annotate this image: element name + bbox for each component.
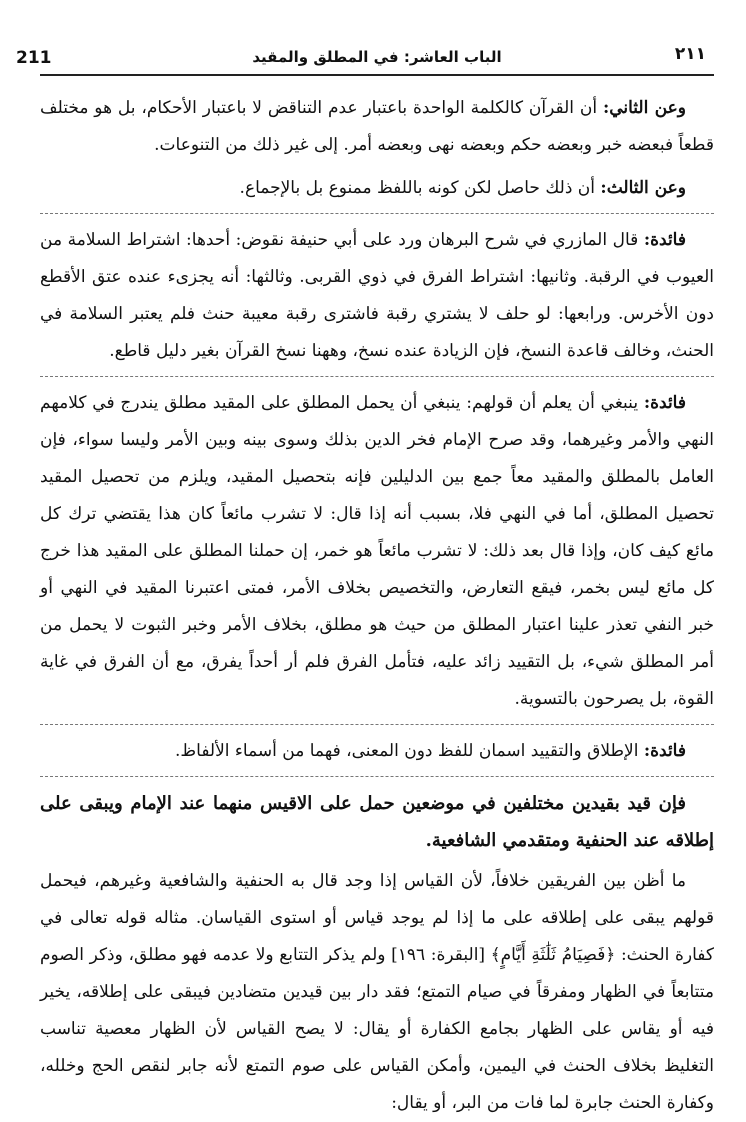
separator [40,776,714,777]
paragraph [40,90,714,164]
paragraph-lead: فائدة: [643,741,686,761]
paragraph [40,222,714,370]
paragraph: ما أظن بين الفريقين خلافاً، لأن القياس إذا وجد قال به الحنفية والشافعية وغيرهم، فيحمل قولهم يبقى على إطلاقه على ما إذا لم يوجد قياس أو استوى القياسان. مثاله قوله تعالى في كفارة الحنث: ﴿فَصِيَامُ ثَلَٰثَةِ أَيَّامٍ﴾ [البقرة: ١٩٦] ولم يذكر التتابع ولا عدمه فهو مطلق، وذكر الصوم متتابعاً في الظهار ومفرقاً في صيام التمتع؛ فقد دار بين قيدين متضادين فيبقى على إطلاقه، يخير فيه أو يقاس على الظهار بجامع الكفارة أو يقال: لا يصح القياس لأن الظهار معصية تناسب التغليظ بخلاف الحنث في اليمين، وأمكن القياس على صوم التمتع لأنه جابر لنقص الحج وخلله، وكفارة الحنث جابرة لما فات من البر، أو يقال: [40,871,714,1113]
paragraph [40,385,714,718]
paragraph-text: ينبغي أن يعلم أن قولهم: ينبغي أن يحمل المطلق على المقيد مطلق يندرج في كلامهم النهي والأمر وغيرهما، وقد صرح الإمام فخر الدين بذلك وسوى بينه وبين الأمر وليسا سواء، فإن العامل بالمطلق والمقيد معاً جمع بين الدليلين فإنه بتحصيل المقيد، ويلزم من تحصيل المقيد تحصيل المطلق، أما في النهي فلا، بسبب أنه إذا قال: لا تشرب مائعاً كان هذا يقتضي ترك كل مائع كيف كان، وإذا قال بعد ذلك: لا تشرب مائعاً هو خمر، إن حملنا المطلق على المقيد هذا خرج كل مائع ليس بخمر، فيقع التعارض، والتخصيص بخلاف الأمر، فمتى اعتبرنا المقيد في النهي أو خبر النفي تعذر علينا اعتبار المطلق من حيث هو مطلق، بخلاف الأمر وخبر الثبوت لا يحمل من أمر المطلق شيء، بل التقييد زائد عليه، فتأمل الفرق فلم أر أحداً يفرق، مع أن الفرق في غاية القوة، بل يصرحون بالتسوية. [40,393,714,709]
paragraph [40,170,714,207]
page-number: 211 [16,48,52,68]
paragraph-lead: فائدة: [643,230,686,250]
page-number-arabic: ٢١١ [674,44,706,64]
paragraph-text: الإطلاق والتقييد اسمان للفظ دون المعنى، فهما من أسماء الألفاظ. [175,741,644,761]
paragraph-text: أن ذلك حاصل لكن كونه باللفظ ممنوع بل بالإجماع. [239,178,601,198]
page-body [40,76,714,1122]
separator [40,376,714,377]
section-heading: فإن قيد بقيدين مختلفين في موضعين حمل على الاقيس منهما عند الإمام ويبقى على إطلاقه عند الحنفية ومتقدمي الشافعية. [40,793,714,851]
paragraph-lead: وعن الثالث: [600,178,686,198]
paragraph-text: قال المازري في شرح البرهان ورد على أبي حنيفة نقوض: أحدها: اشتراط السلامة من العيوب في الرقبة. وثانيها: اشتراط الفرق في ذوي القربى. وثالثها: أنه يجزىء عنده عتق الأقطع دون الأخرس. ورابعها: لو حلف لا يشتري رقبة فاشترى رقبة معيبة حنث فلم يعتبر السلامة في الحنث، وخالف قاعدة النسخ، فإن الزيادة عنده نسخ، وههنا نسخ القرآن بغير دليل قاطع. [40,230,714,361]
separator [40,213,714,214]
page-header [16,38,714,76]
separator [40,724,714,725]
paragraph-lead: وعن الثاني: [602,98,686,118]
chapter-title: الباب العاشر: في المطلق والمقيد [252,48,502,66]
paragraph [40,733,714,770]
book-page [16,38,714,1113]
paragraph-text: أن القرآن كالكلمة الواحدة باعتبار عدم التناقض لا باعتبار الأحكام، بل هو مختلف قطعاً فبعضه خبر وبعضه حكم وبعضه نهى وبعضه أمر. إلى غير ذلك من التنوعات. [40,98,714,155]
paragraph-lead: فائدة: [643,393,686,413]
